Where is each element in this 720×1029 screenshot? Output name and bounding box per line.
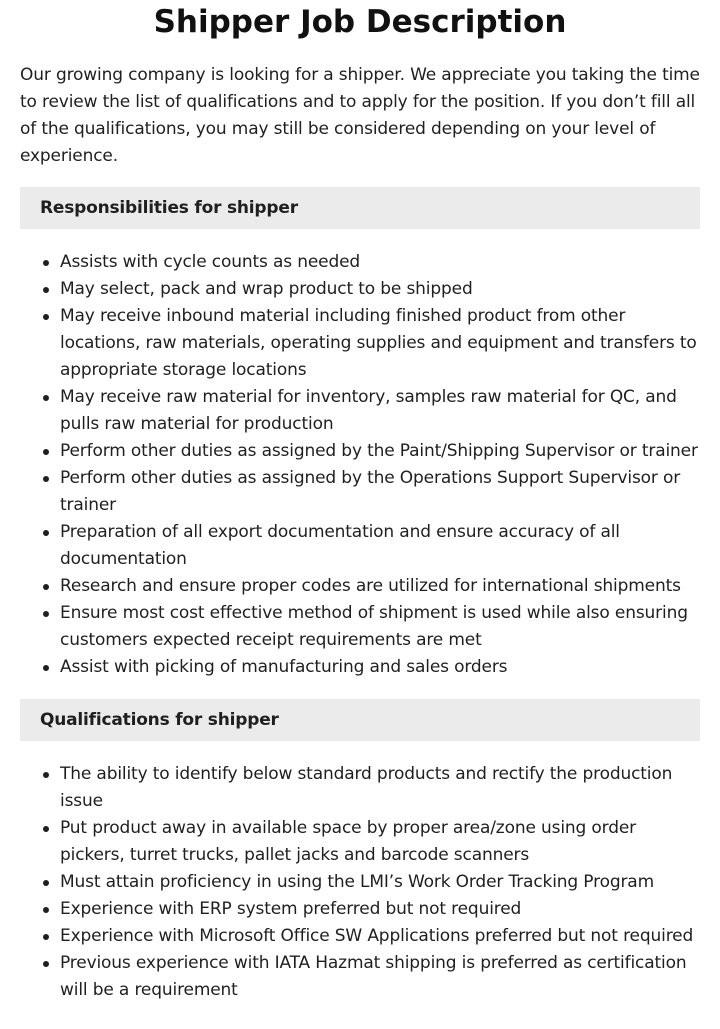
list-item-text: Previous experience with IATA Hazmat shipping is preferred as certification will be a requirement <box>60 953 687 1000</box>
bullet-icon <box>43 665 49 671</box>
list-item <box>20 761 700 815</box>
list-item-text: Perform other duties as assigned by the Paint/Shipping Supervisor or trainer <box>60 441 698 461</box>
list-item-text: Put product away in available space by proper area/zone using order pickers, turret trucks, pallet jacks and barcode scanners <box>60 818 637 865</box>
bullet-icon <box>43 287 49 293</box>
bullet-icon <box>43 880 49 886</box>
list-item-text: Experience with ERP system preferred but not required <box>60 899 522 919</box>
bullet-icon <box>43 476 49 482</box>
list-item <box>20 815 700 869</box>
bullet-icon <box>43 961 49 967</box>
list-item <box>20 303 700 384</box>
intro-paragraph: Our growing company is looking for a shipper. We appreciate you taking the time to review the list of qualifications and to apply for the position. If you don’t fill all of the qualifications, you may still be considered depending on your level of experience. <box>20 65 700 166</box>
list-item-text: May receive inbound material including finished product from other locations, raw materials, operating supplies and equipment and transfers to appropriate storage locations <box>60 306 697 380</box>
bullet-icon <box>43 260 49 266</box>
list-item <box>20 654 700 681</box>
list-item-text: Perform other duties as assigned by the Operations Support Supervisor or trainer <box>60 468 681 515</box>
list-item <box>20 950 700 1004</box>
list-item <box>20 600 700 654</box>
list-item <box>20 519 700 573</box>
list-item <box>20 465 700 519</box>
list-item-text: The ability to identify below standard products and rectify the production issue <box>60 764 673 811</box>
list-item-text: Preparation of all export documentation and ensure accuracy of all documentation <box>60 522 620 569</box>
bullet-icon <box>43 907 49 913</box>
list-item-text: Must attain proficiency in using the LMI’s Work Order Tracking Program <box>60 872 654 892</box>
list-item <box>20 869 700 896</box>
qualifications-heading: Qualifications for shipper <box>20 699 700 741</box>
list-item-text: Assist with picking of manufacturing and sales orders <box>60 657 508 677</box>
bullet-icon <box>43 611 49 617</box>
list-item <box>20 438 700 465</box>
list-item <box>20 923 700 950</box>
responsibilities-list <box>20 249 700 681</box>
list-item <box>20 384 700 438</box>
list-item-text: Experience with Microsoft Office SW Applications preferred but not required <box>60 926 694 946</box>
bullet-icon <box>43 314 49 320</box>
page-title: Shipper Job Description <box>153 4 567 40</box>
list-item-text: Assists with cycle counts as needed <box>60 252 361 272</box>
bullet-icon <box>43 530 49 536</box>
bullet-icon <box>43 584 49 590</box>
qualifications-list <box>20 761 700 1004</box>
list-item-text: May receive raw material for inventory, samples raw material for QC, and pulls raw material for production <box>60 387 677 434</box>
list-item <box>20 249 700 276</box>
list-item <box>20 896 700 923</box>
list-item-text: Ensure most cost effective method of shipment is used while also ensuring customers expected receipt requirements are met <box>60 603 688 650</box>
list-item-text: Research and ensure proper codes are utilized for international shipments <box>60 576 681 596</box>
list-item <box>20 573 700 600</box>
bullet-icon <box>43 826 49 832</box>
list-item <box>20 276 700 303</box>
responsibilities-heading: Responsibilities for shipper <box>20 187 700 229</box>
bullet-icon <box>43 395 49 401</box>
list-item-text: May select, pack and wrap product to be shipped <box>60 279 473 299</box>
bullet-icon <box>43 934 49 940</box>
bullet-icon <box>43 449 49 455</box>
bullet-icon <box>43 772 49 778</box>
